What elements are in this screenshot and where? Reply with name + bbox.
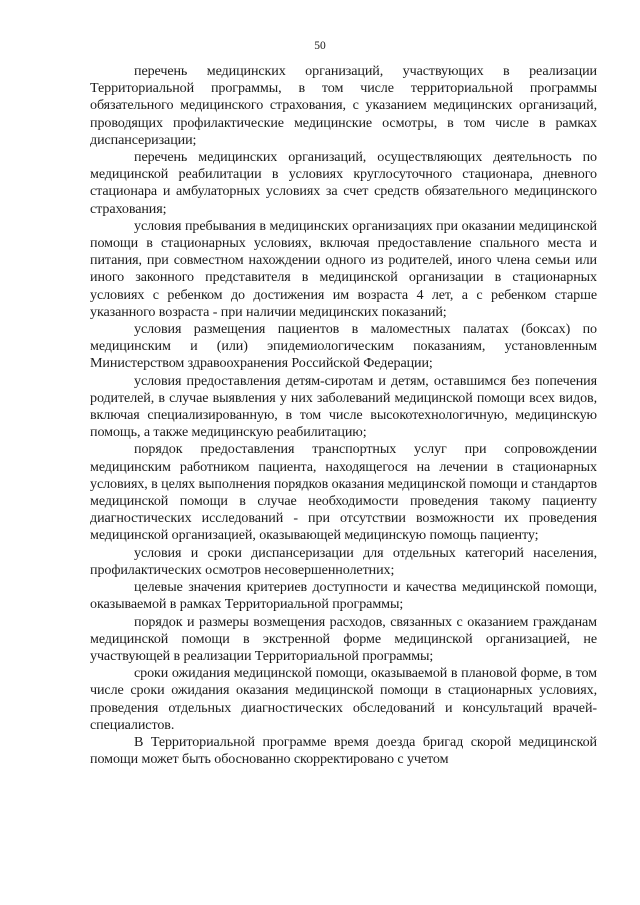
paragraph-transport-services: порядок предоставления транспортных услуг при сопровождении медицинским работником пациента, находящегося на лечении в стационарных условиях, в целях выполнения порядков оказания медицинской помощи и стандартов медицинской помощи в случае необходимости проведения такому пациенту диагностических исследований - при отсутствии возможности их проведения медицинской организацией, оказывающей медицинскую помощь пациенту; [90, 441, 597, 544]
paragraph-dispensary-terms: условия и сроки диспансеризации для отдельных категорий населения, профилактических осмотров несовершеннолетних; [90, 544, 597, 578]
paragraph-ambulance-arrival: В Территориальной программе время доезда бригад скорой медицинской помощи может быть обоснованно скорректировано с учетом [90, 733, 597, 768]
paragraph-orphan-care: условия предоставления детям-сиротам и детям, оставшимся без попечения родителей, в случае выявления у них заболеваний медицинской помощи всех видов, включая специализированную, в том числе высокотехнологичную, медицинскую помощь, а также медицинскую реабилитацию; [90, 372, 597, 441]
paragraph-quality-criteria: целевые значения критериев доступности и качества медицинской помощи, оказываемой в рамках Территориальной программы; [90, 579, 597, 613]
paragraph-expense-reimbursement: порядок и размеры возмещения расходов, связанных с оказанием гражданам медицинской помощи в экстренной форме медицинской организацией, не участвующей в реализации Территориальной программы; [90, 613, 597, 664]
paragraph-list-rehab-orgs: перечень медицинских организаций, осуществляющих деятельность по медицинской реабилитации в условиях круглосуточного стационара, дневного стационара и амбулаторных условиях за счет средств обязательного медицинского страхования; [90, 149, 597, 217]
page-body [90, 63, 597, 768]
page-number: 50 [314, 40, 326, 52]
paragraph-list-med-orgs: перечень медицинских организаций, участвующих в реализации Территориальной программы, в том числе территориальной программы обязательного медицинского страхования, с указанием медицинских организаций, проводящих профилактические медицинские осмотры, в том числе в рамках диспансеризации; [90, 63, 597, 148]
paragraph-waiting-times: сроки ожидания медицинской помощи, оказываемой в плановой форме, в том числе сроки ожидания оказания медицинской помощи в стационарных условиях, проведения отдельных диагностических обследований и консультаций врачей-специалистов. [90, 665, 597, 733]
paragraph-inpatient-stay-conditions: условия пребывания в медицинских организациях при оказании медицинской помощи в стационарных условиях, включая предоставление спального места и питания, при совместном нахождении одного из родителей, иного члена семьи или иного законного представителя в медицинской организации в стационарных условиях с ребенком до достижения им возраста 4 лет, а с ребенком старше указанного возраста - при наличии медицинских показаний; [90, 217, 597, 320]
paragraph-small-ward-placement: условия размещения пациентов в маломестных палатах (боксах) по медицинским и (или) эпидемиологическим показаниям, установленным Министерством здравоохранения Российской Федерации; [90, 321, 597, 372]
